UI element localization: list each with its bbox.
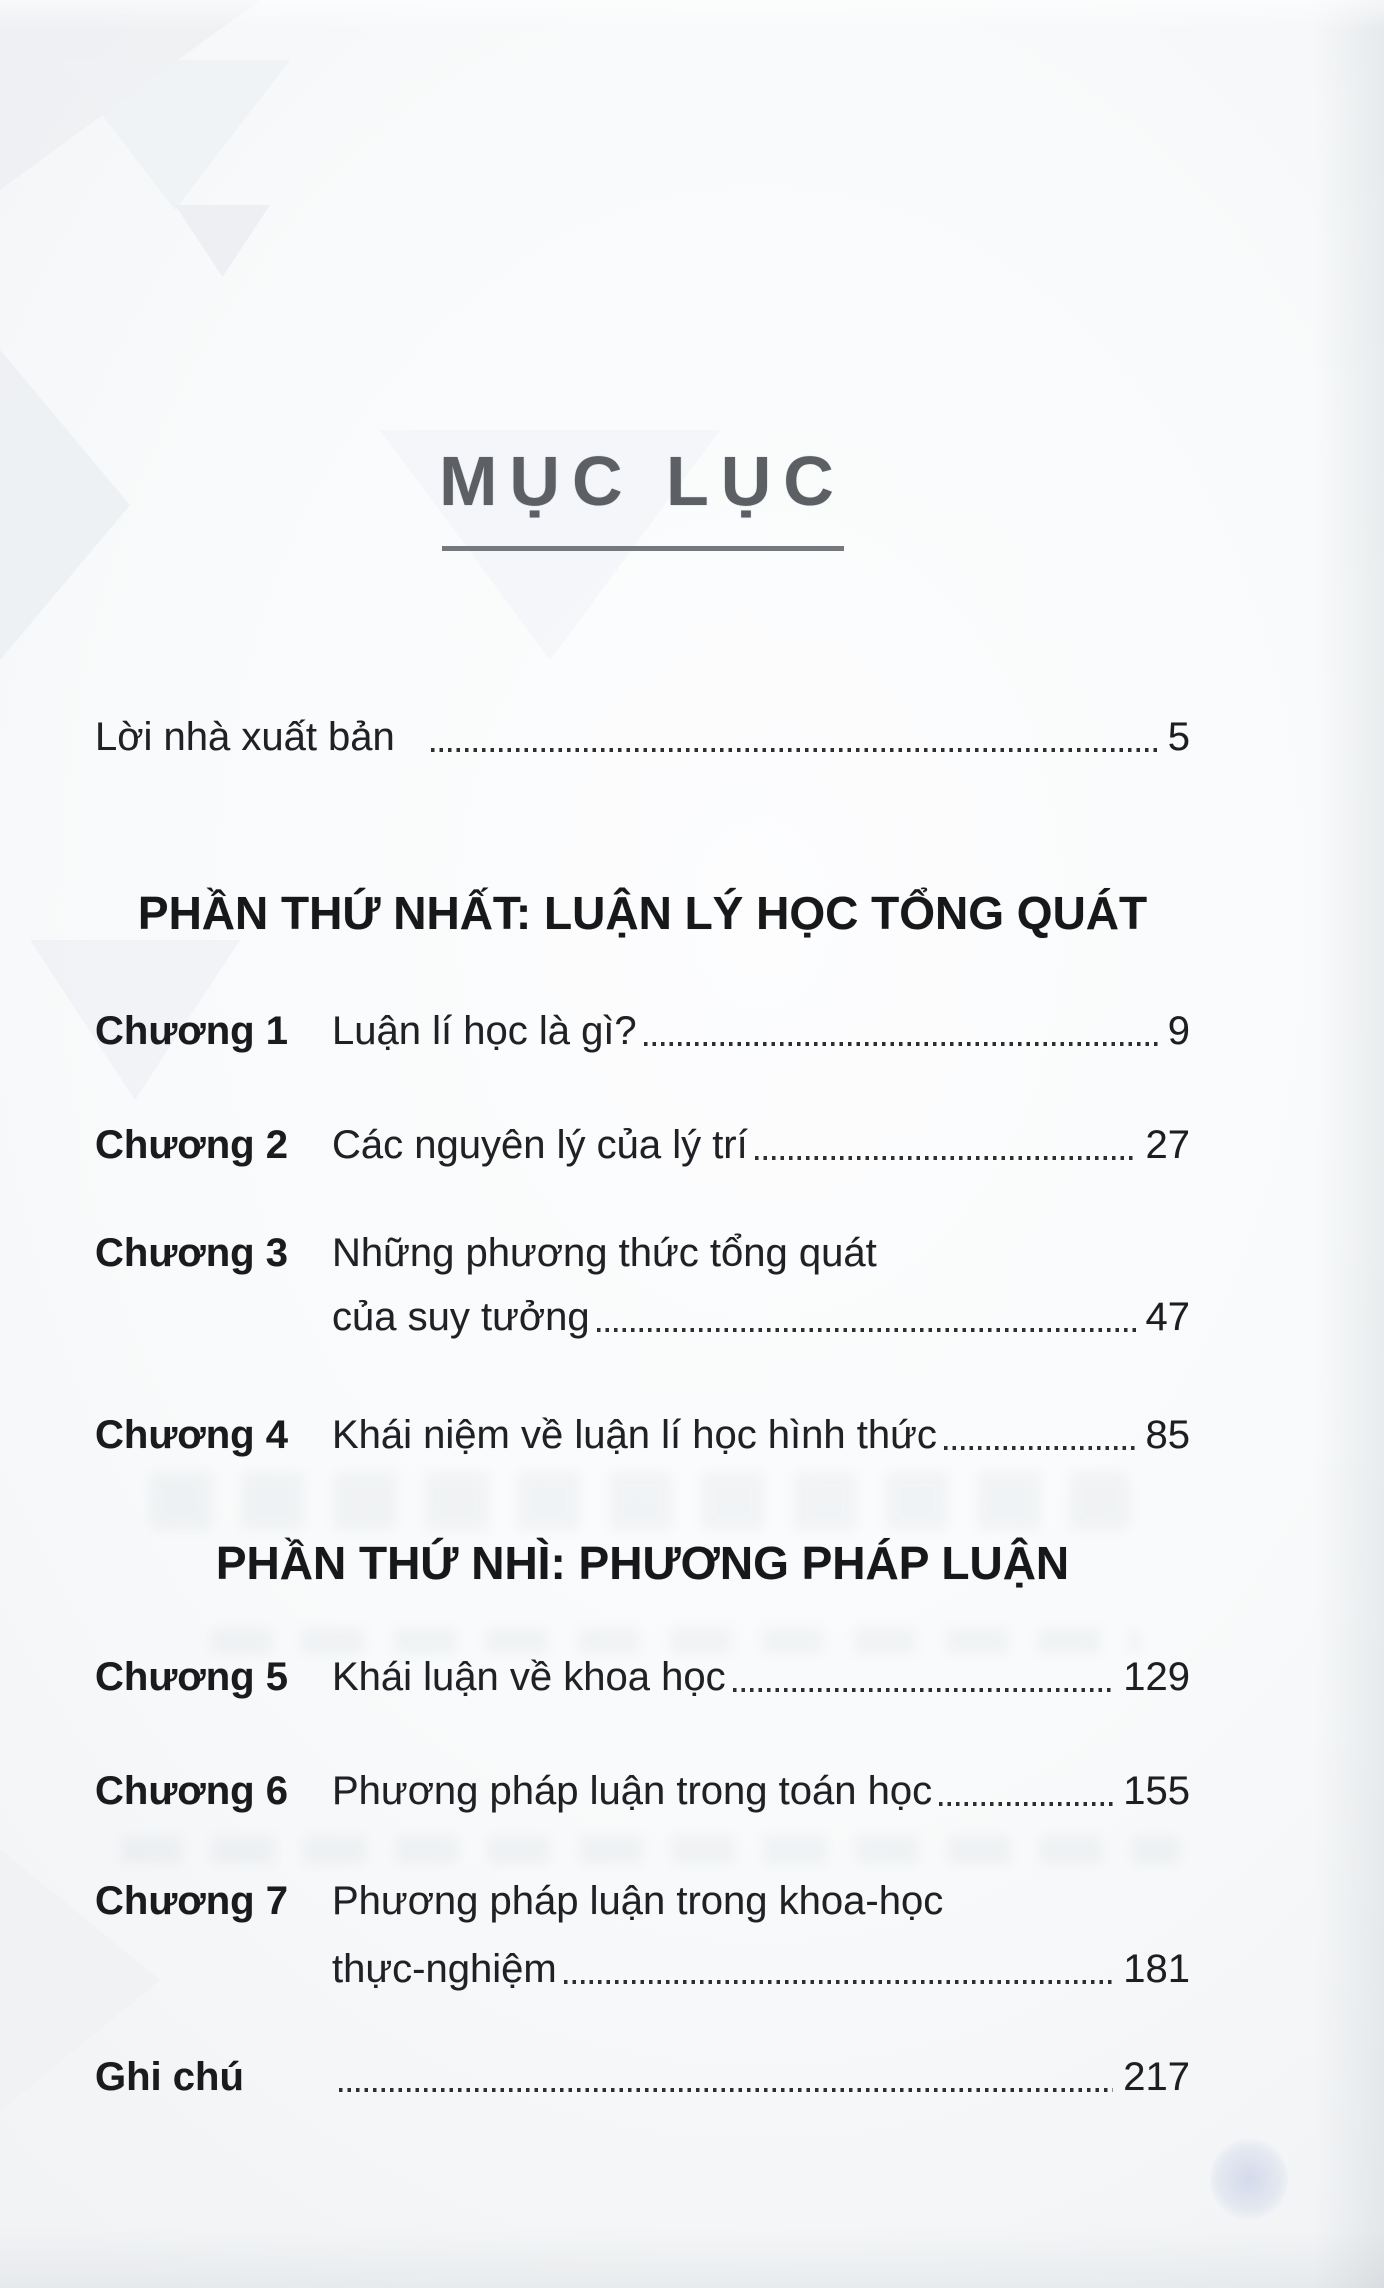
watermark-triangle (60, 60, 290, 210)
page-edge-shadow (1314, 0, 1384, 2288)
chapter-title: Luận lí học là gì? (332, 1009, 637, 1053)
title-underline-rule (442, 546, 844, 551)
page-number: 129 (1123, 1655, 1190, 1699)
toc-row-chapter-7-line2 (332, 1944, 1190, 1994)
chapter-label: Chương 4 (95, 1413, 288, 1457)
chapter-title: Khái niệm về luận lí học hình thức (332, 1413, 937, 1457)
scan-blue-dot (1210, 2138, 1288, 2220)
chapter-label: Chương 3 (95, 1231, 288, 1275)
chapter-label: Chương 5 (95, 1655, 288, 1699)
page-number: 47 (1145, 1295, 1190, 1339)
chapter-title: Những phương thức tổng quát (332, 1231, 877, 1275)
toc-row-chapter-7 (95, 1876, 1190, 1926)
notes-label: Ghi chú (95, 2055, 244, 2099)
chapter-title-continued: của suy tưởng (332, 1295, 590, 1339)
chapter-title: Khái luận về khoa học (332, 1655, 726, 1699)
chapter-label: Chương 7 (95, 1879, 288, 1923)
page-number: 27 (1145, 1123, 1190, 1167)
dot-leader (755, 1156, 1136, 1160)
preface-label: Lời nhà xuất bản (95, 715, 395, 759)
chapter-label: Chương 2 (95, 1123, 288, 1167)
dot-leader (944, 1446, 1136, 1450)
chapter-label: Chương 6 (95, 1769, 288, 1813)
toc-row-chapter-3-line2 (332, 1292, 1190, 1342)
toc-title-block (95, 442, 1190, 551)
toc-row-chapter-2 (95, 1120, 1190, 1170)
bleed-through-text (150, 1472, 1130, 1530)
toc-row-notes (95, 2052, 1190, 2102)
dot-leader (644, 1042, 1158, 1046)
toc-row-chapter-4 (95, 1410, 1190, 1460)
chapter-label: Chương 1 (95, 1009, 288, 1053)
page-number: 217 (1123, 2055, 1190, 2099)
toc-row-preface (95, 712, 1190, 762)
dot-leader (597, 1328, 1136, 1332)
page-number: 9 (1167, 1009, 1190, 1053)
dot-leader (431, 748, 1158, 752)
toc-row-chapter-5 (95, 1652, 1190, 1702)
chapter-title: Phương pháp luận trong khoa-học (332, 1879, 944, 1923)
page-number: 181 (1123, 1947, 1190, 1991)
chapter-title: Phương pháp luận trong toán học (332, 1769, 933, 1813)
page-number: 155 (1123, 1769, 1190, 1813)
bleed-through-text (210, 1628, 1140, 1654)
page-number: 5 (1167, 715, 1190, 759)
bleed-through-text (120, 1836, 1180, 1864)
toc-row-chapter-1 (95, 1006, 1190, 1056)
toc-row-chapter-6 (95, 1766, 1190, 1816)
chapter-title: Các nguyên lý của lý trí (332, 1123, 748, 1167)
page-edge-shadow (0, 2228, 1384, 2288)
dot-leader (339, 2088, 1113, 2092)
section-heading-part2: PHẦN THỨ NHÌ: PHƯƠNG PHÁP LUẬN (215, 1537, 1070, 1589)
toc-row-chapter-3 (95, 1228, 1190, 1278)
chapter-title-continued: thực-nghiệm (332, 1947, 557, 1991)
page-edge-highlight (0, 0, 1384, 30)
watermark-triangle (175, 205, 270, 277)
dot-leader (733, 1688, 1114, 1692)
page-number: 85 (1145, 1413, 1190, 1457)
dot-leader (564, 1980, 1114, 1984)
toc-title: MỤC LỤC (439, 442, 846, 520)
section-heading-part1: PHẦN THỨ NHẤT: LUẬN LÝ HỌC TỔNG QUÁT (137, 887, 1148, 939)
dot-leader (939, 1802, 1113, 1806)
